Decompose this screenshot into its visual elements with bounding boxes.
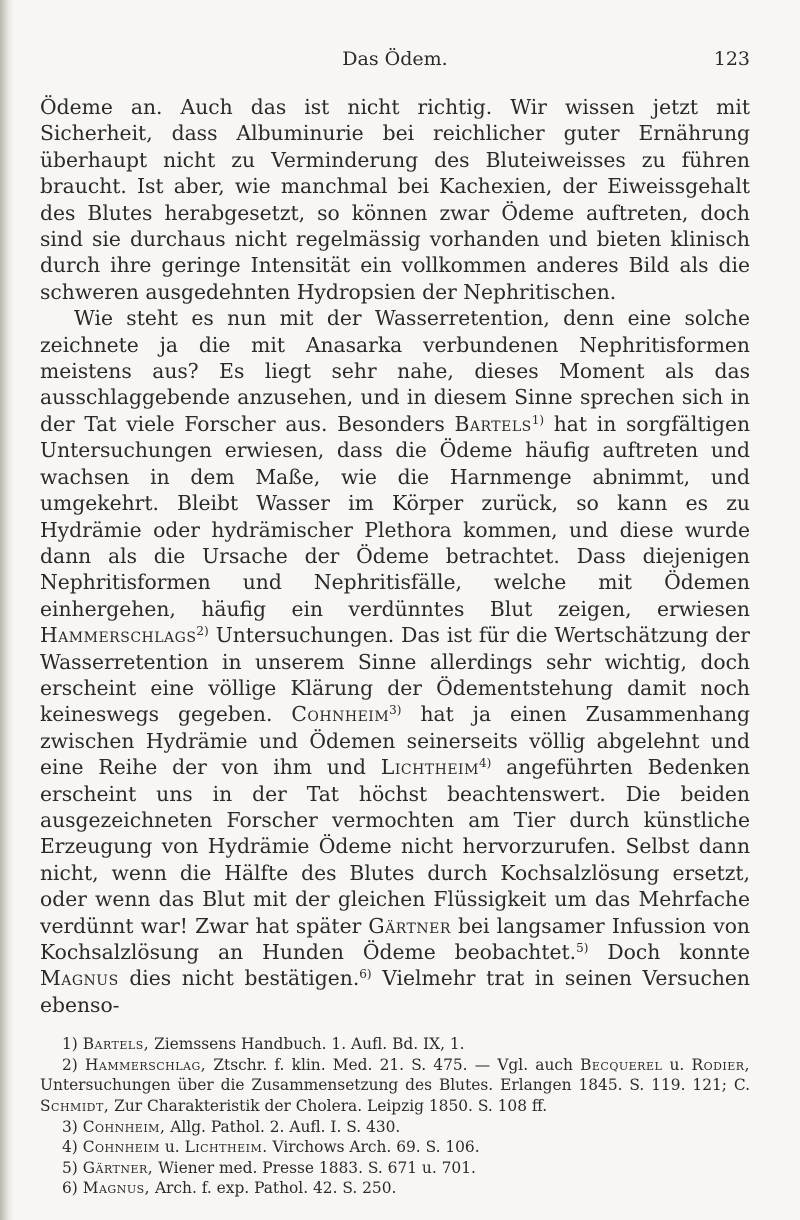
text-run: Doch konnte [607, 940, 750, 964]
footnote-number: 5) [62, 1158, 78, 1177]
footnote-number: 3) [62, 1117, 78, 1136]
footnote-author: Hammerschlag, [84, 1055, 207, 1074]
binding-edge [0, 0, 14, 1220]
author-name: Lichtheim [380, 755, 479, 780]
footnote-2 [40, 1055, 750, 1117]
text-run: hat ja einen Zusammenhang zwischen Hydrämie und Ödemen seinerseits völlig abgelehnt und eine Reihe der von ihm und [40, 702, 751, 780]
footnote-6 [40, 1178, 750, 1199]
running-title: Das Ödem. [342, 48, 448, 70]
footnote-text: u. [669, 1055, 685, 1074]
footnote-text: Untersuchungen über die Zusammensetzung des Blutes. Erlangen 1845. S. 119. 121; C. [40, 1076, 750, 1095]
footnote-text: u. [164, 1138, 180, 1157]
footnotes [40, 1034, 750, 1199]
text-run: dies nicht bestätigen. [129, 966, 360, 991]
author-name: Hammerschlags [40, 623, 197, 648]
footnote-3 [40, 1117, 750, 1138]
footnote-5 [40, 1158, 750, 1179]
footnote-number: 4) [62, 1138, 78, 1157]
footnote-author: Cohnheim [82, 1138, 160, 1157]
footnote-author: Lichtheim. [184, 1138, 268, 1157]
footnote-ref: 4) [478, 756, 492, 771]
running-head [40, 48, 750, 88]
text-run: angeführten Bedenken erscheint uns in der Tat höchst beachtenswert. Die beiden ausgezeichneten Forscher vermochten am Tier durch künstliche Erzeugung von Hydrämie Ödeme nicht hervorzurufen. Selbst dann nicht, wenn die Hälfte des Blutes durch Kochsalzlösung ersetzt, oder wenn das Blut mit der gleichen Flüssigkeit um das Mehrfache verdünnt war! Zwar hat später [40, 755, 750, 938]
author-name: Gärtner [368, 913, 451, 938]
footnote-ref: 3) [389, 703, 402, 718]
text-run: Wie steht es nun mit der Wasserretention, denn eine solche zeichnete ja die mit Anasarka verbundenen Nephritisformen meistens aus? Es liegt sehr nahe, dieses Moment als das ausschlaggebende anzusehen, und in diesem Sinne sprechen sich in der Tat viele Forscher aus. Besonders [40, 306, 750, 436]
footnote-number: 1) [62, 1035, 78, 1054]
footnote-text: Ztschr. f. klin. Med. 21. S. 475. — Vgl. auch [213, 1055, 573, 1074]
footnote-text: Ziemssens Handbuch. 1. Aufl. Bd. IX, 1. [154, 1035, 465, 1054]
footnote-author: Schmidt, [40, 1097, 110, 1115]
footnote-4 [40, 1137, 750, 1158]
author-name: Cohnheim [291, 702, 390, 727]
author-name: Magnus [40, 966, 119, 991]
footnote-text: Wiener med. Presse 1883. S. 671 u. 701. [158, 1158, 476, 1177]
footnote-text: Arch. f. exp. Pathol. 42. S. 250. [154, 1179, 397, 1198]
text-run: hat in sorgfältigen Untersuchungen erwiesen, dass die Ödeme häufig auftreten und wachsen in dem Maße, wie die Harnmenge abnimmt, und umgekehrt. Bleibt Wasser im Körper zurück, so kann es zu Hydrämie oder hydrämischer Plethora kommen, und diese wurde dann als die Ursache der Ödeme betrachtet. Dass diejenigen Nephritisformen und Nephritisfälle, welche mit Ödemen einhergehen, häufig ein verdünntes Blut zeigen, erwiesen [40, 411, 751, 621]
text-run: Untersuchungen. Das ist für die Wertschätzung der Wasserretention in unserem Sinne allerdings sehr wichtig, doch erscheint eine völlige Klärung der Ödementstehung damit noch keineswegs gegeben. [40, 623, 750, 727]
footnote-author: Gärtner, [82, 1158, 154, 1177]
footnote-ref: 6) [359, 967, 372, 982]
paragraph-1: Ödeme an. Auch das ist nicht richtig. Wir wissen jetzt mit Sicherheit, dass Albuminurie bei reichlicher guter Ernährung überhaupt nicht zu Verminderung des Bluteiweisses zu führen braucht. Ist aber, wie manchmal bei Kachexien, der Eiweissgehalt des Blutes herabgesetzt, so können zwar Ödeme auftreten, doch sind sie durchaus nicht regelmässig vorhanden und bieten klinisch durch ihre geringe Intensität ein vollkommen anderes Bild als die schweren ausgedehnten Hydropsien der Nephritischen. [40, 95, 750, 304]
footnote-author: Bartels, [82, 1035, 150, 1054]
footnote-ref: 1) [531, 412, 545, 427]
footnote-author: Cohnheim, [82, 1117, 166, 1136]
book-page [40, 48, 750, 1199]
footnote-ref: 5) [576, 941, 589, 955]
footnote-author: Rodier, [691, 1055, 750, 1074]
footnote-author: Magnus, [82, 1179, 151, 1198]
footnote-text: Zur Charakteristik der Cholera. Leipzig 1850. S. 108 ff. [114, 1097, 548, 1115]
footnote-text: Virchows Arch. 69. S. 106. [272, 1138, 480, 1157]
body-text [40, 94, 750, 1018]
author-name: Bartels [454, 411, 532, 436]
footnote-1 [40, 1034, 750, 1055]
footnote-ref: 2) [196, 624, 209, 639]
page-number: 123 [713, 48, 750, 70]
footnote-number: 6) [62, 1179, 78, 1198]
text-run: Vielmehr trat in seinen Versuchen ebenso- [40, 966, 750, 1017]
footnote-text: Allg. Pathol. 2. Aufl. I. S. 430. [170, 1117, 401, 1136]
footnote-number: 2) [62, 1055, 78, 1074]
footnote-author: Becquerel [580, 1055, 663, 1074]
text-run: bei langsamer Infussion von Kochsalzlösung an Hunden Ödeme beobachtet. [40, 913, 750, 964]
paragraph-2 [40, 305, 750, 1018]
